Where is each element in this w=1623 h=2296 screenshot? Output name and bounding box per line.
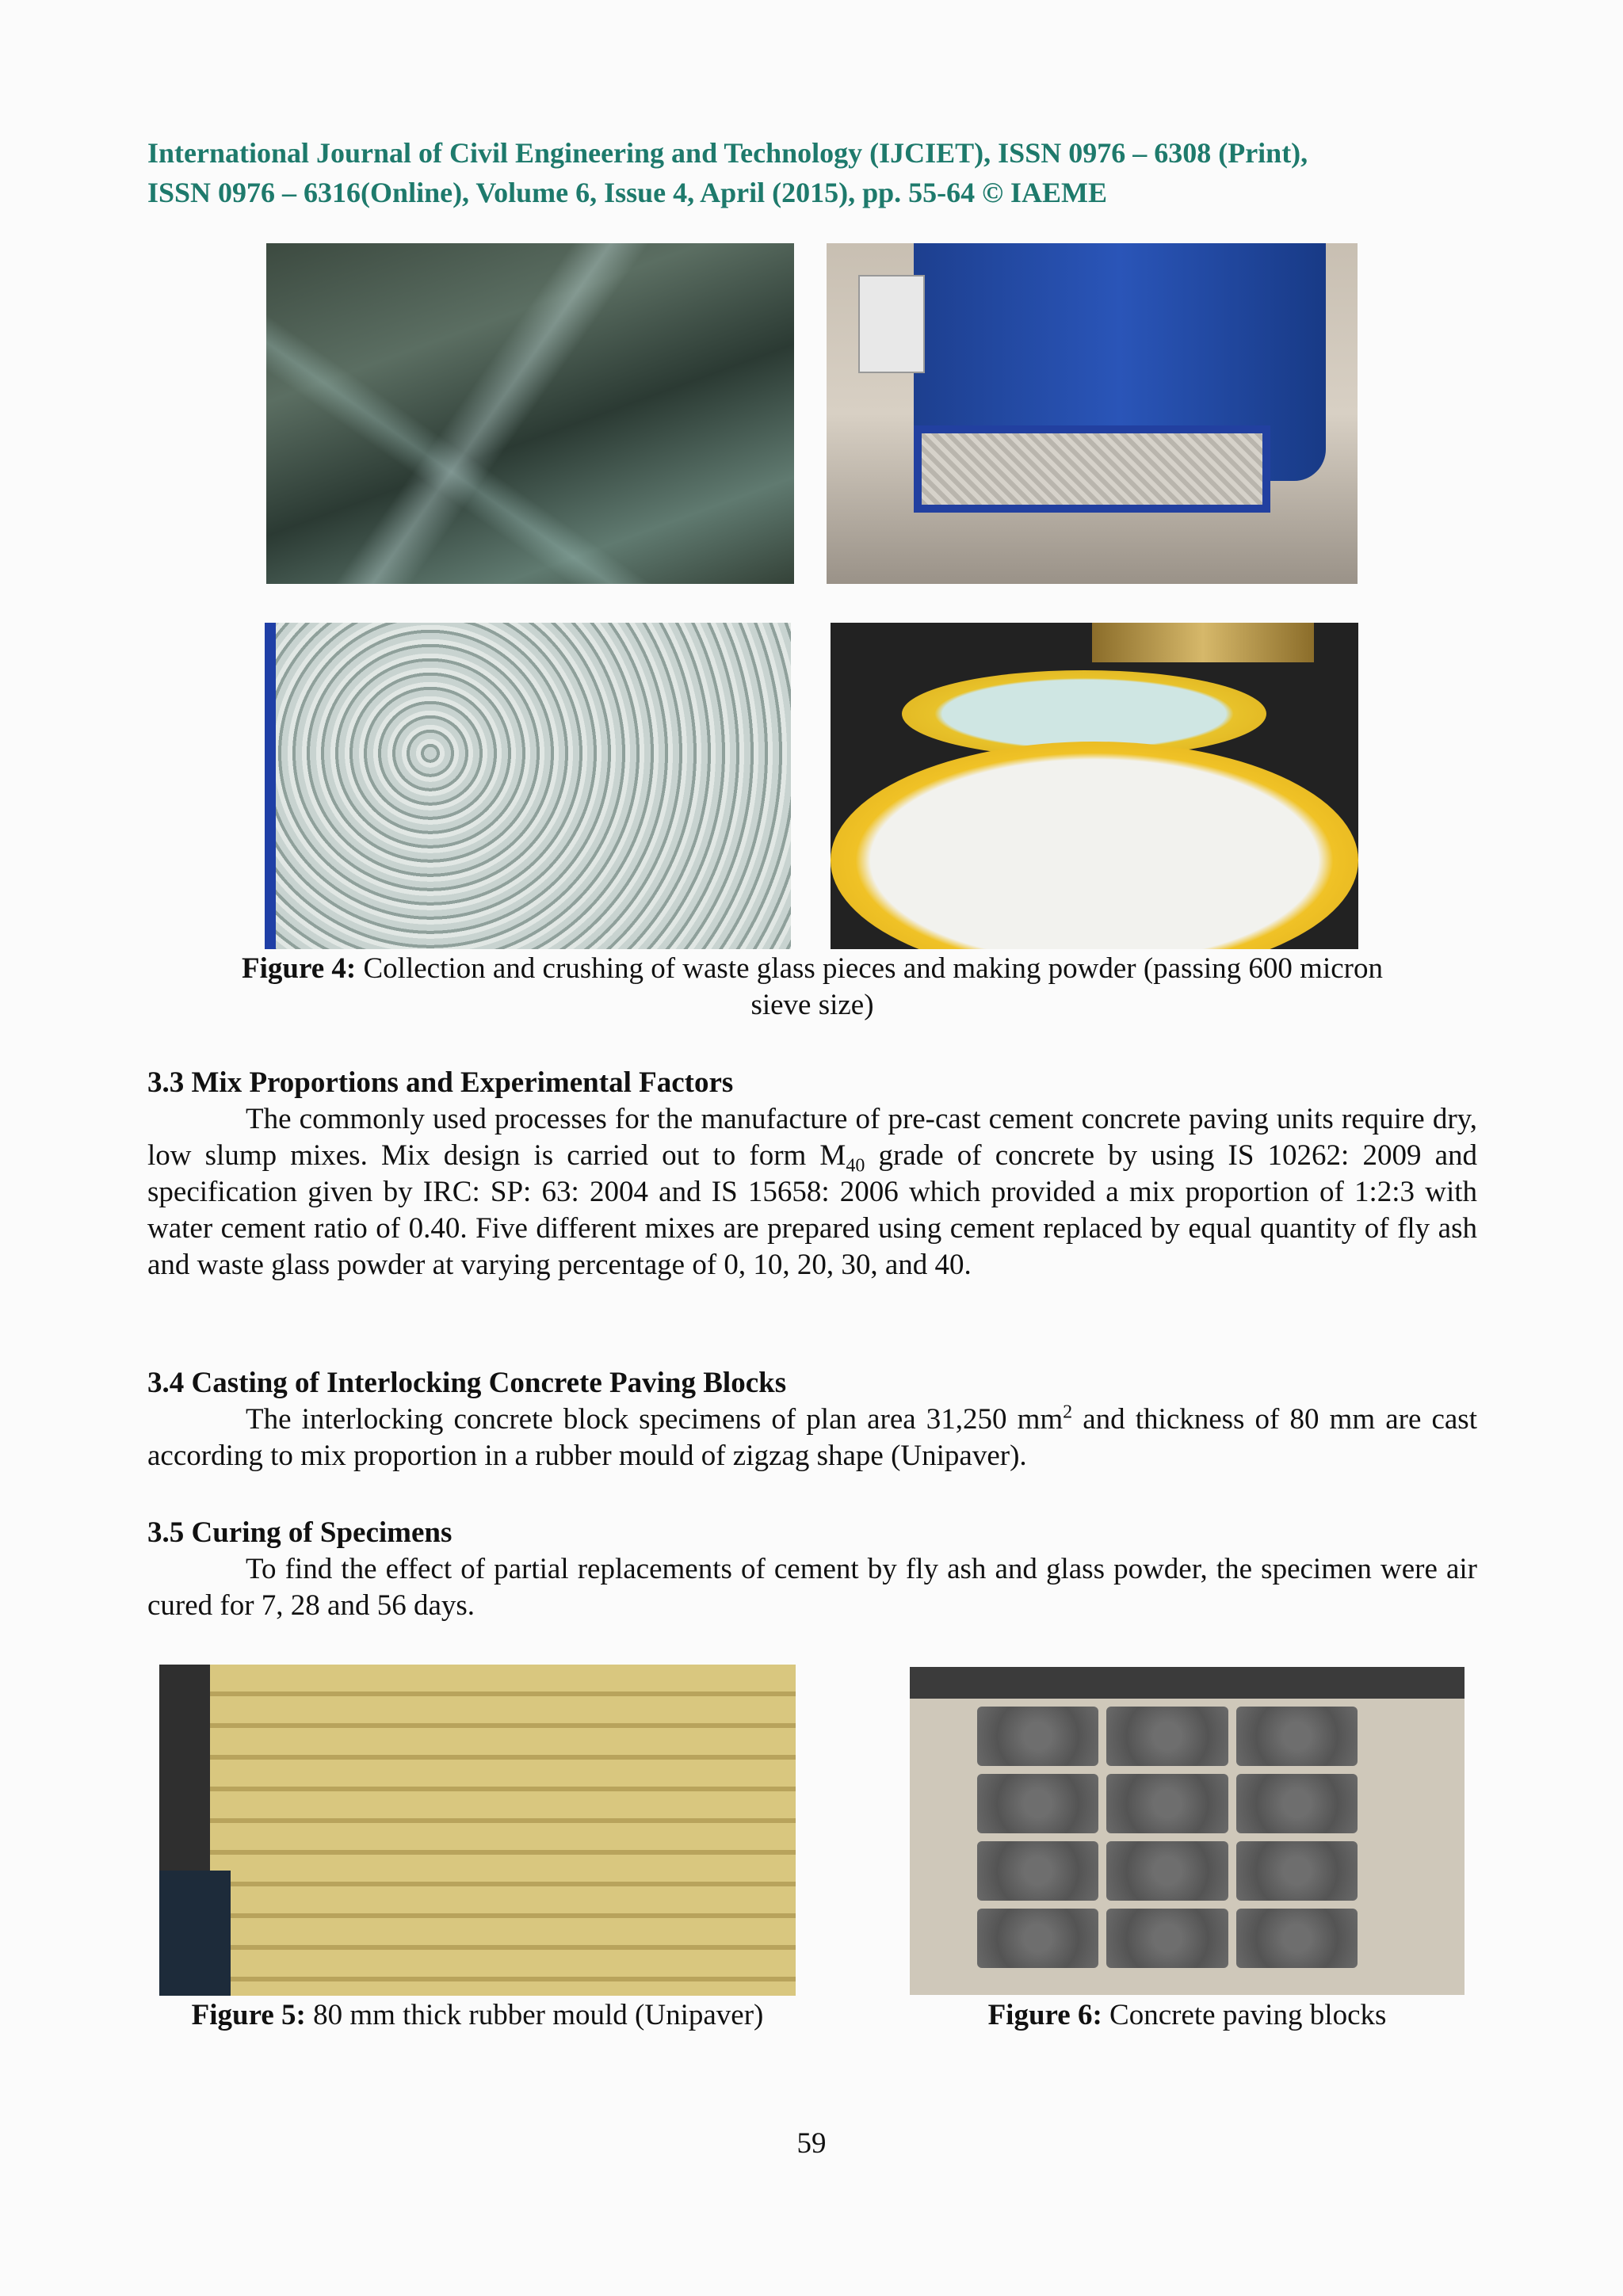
figure-4-text-1: Collection and crushing of waste glass pieces and making powder (passing 600 micron: [356, 952, 1383, 985]
figure-4-label: Figure 4:: [242, 952, 357, 985]
paving-block: [1236, 1841, 1358, 1901]
section-3-3-paragraph: The commonly used processes for the manufacture of pre-cast cement concrete paving units require dry, low slump mixes. Mix design is carried out to form $M_{40}$ grade of concrete by using IS 10262: 2009 and specification given by IRC: SP: 63: 2004 and IS 15658: 2006 which provided a mix proportion of 1:2:3 with water cement ratio of 0.40. Five different mixes are prepared using cement replaced by equal quantity of fly ash and waste glass powder at varying percentage of 0, 10, 20, 30, and 40.: [147, 1103, 1477, 1281]
section-3-4-heading: 3.4 Casting of Interlocking Concrete Paving Blocks: [147, 1367, 787, 1399]
figure-6-caption: [910, 1997, 1465, 2034]
paving-block: [977, 1707, 1098, 1766]
paving-block: [1236, 1909, 1358, 1968]
sieve: [1092, 623, 1314, 662]
powder-tray-large: [831, 742, 1358, 949]
header-line-1: International Journal of Civil Engineering and Technology (IJCIET), ISSN 0976 – 6308 (Print),: [147, 137, 1308, 169]
paving-block: [1106, 1707, 1228, 1766]
figure-4-caption: [147, 951, 1477, 1024]
section-3-3-heading: 3.3 Mix Proportions and Experimental Factors: [147, 1066, 734, 1099]
block-grid: [977, 1707, 1358, 1968]
header-line-2: ISSN 0976 – 6316(Online), Volume 6, Issue 4, April (2015), pp. 55-64 © IAEME: [147, 177, 1108, 208]
section-3-5: [147, 1515, 1477, 1624]
crushed-glass-tray: [914, 425, 1270, 513]
figure-5-caption: [159, 1997, 796, 2034]
paving-block: [1236, 1774, 1358, 1833]
crushed-glass-photo: [265, 623, 791, 949]
paving-blocks-photo: [910, 1667, 1465, 1995]
paving-block: [977, 1909, 1098, 1968]
control-box: [858, 275, 925, 373]
paving-block: [977, 1841, 1098, 1901]
figure-5-text: 80 mm thick rubber mould (Unipaver): [305, 1999, 764, 2031]
section-3-4: [147, 1365, 1477, 1474]
rubber-mould-photo: [159, 1665, 796, 1996]
figure-6-text: Concrete paving blocks: [1102, 1999, 1387, 2031]
journal-header: [147, 133, 1487, 212]
paving-block: [1106, 1909, 1228, 1968]
paving-block: [1106, 1841, 1228, 1901]
section-3-4-paragraph: The interlocking concrete block specimens of plan area 31,250 $mm^2$ and thickness of 80 mm are cast according to mix proportion in a rubber mould of zigzag shape (Unipaver).: [147, 1402, 1477, 1472]
paving-block: [1236, 1707, 1358, 1766]
figure-5-label: Figure 5:: [191, 1999, 306, 2031]
paving-block: [1106, 1774, 1228, 1833]
page-number: 59: [796, 2127, 827, 2160]
figure-6-label: Figure 6:: [987, 1999, 1102, 2031]
crushing-machine-photo: [827, 243, 1358, 584]
waste-glass-photo: [266, 243, 794, 584]
section-3-3: [147, 1065, 1477, 1283]
figure-4-text-2: sieve size): [750, 989, 874, 1021]
glass-powder-photo: [831, 623, 1358, 949]
section-3-5-heading: 3.5 Curing of Specimens: [147, 1516, 453, 1549]
section-3-5-paragraph: To find the effect of partial replacements of cement by fly ash and glass powder, the specimen were air cured for 7, 28 and 56 days.: [147, 1553, 1477, 1622]
tarp: [159, 1871, 231, 1996]
paving-block: [977, 1774, 1098, 1833]
